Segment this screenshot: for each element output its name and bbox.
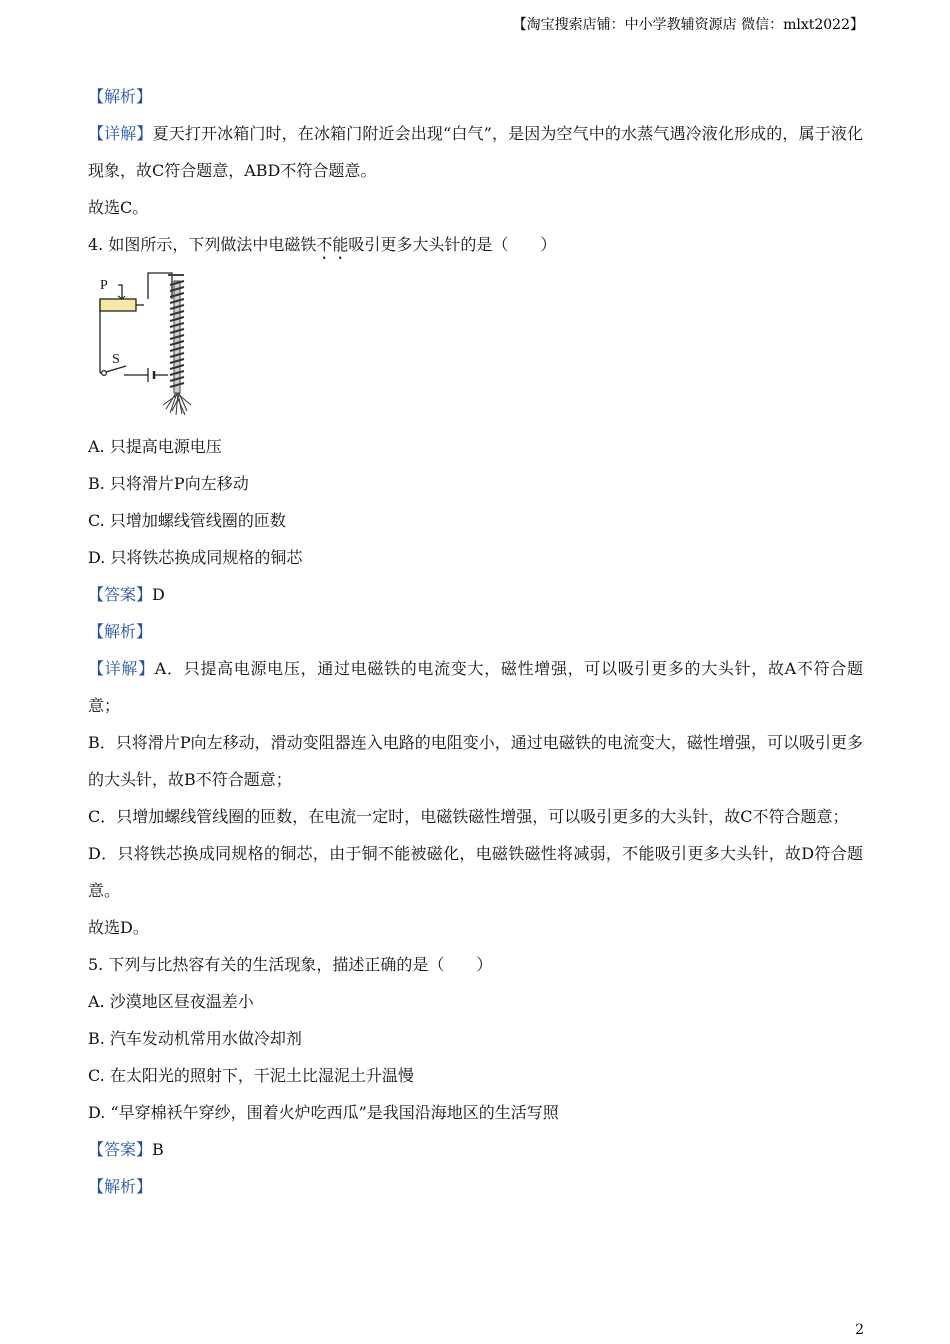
page-number: 2 <box>855 1322 864 1338</box>
answer-tag: 【答案】 <box>88 585 153 604</box>
q5-analysis-heading <box>88 1168 863 1205</box>
answer-tag: 【答案】 <box>88 1140 153 1159</box>
q3-detail-text: 夏天打开冰箱门时，在冰箱门附近会出现“白气”，是因为空气中的水蒸气遇冷液化形成的，属于液化现象，故C符合题意，ABD不符合题意。 <box>88 124 863 180</box>
label-p: P <box>100 278 108 293</box>
q5-option-d: D. “早穿棉袄午穿纱，围着火炉吃西瓜”是我国沿海地区的生活写照 <box>88 1103 559 1122</box>
document-content <box>88 78 863 1205</box>
circuit-diagram <box>88 265 218 420</box>
header-watermark-note: 【淘宝搜索店铺：中小学教辅资源店 微信：mlxt2022】 <box>512 17 864 33</box>
q5-answer <box>88 1131 863 1168</box>
q4-stem <box>88 226 863 263</box>
q4-stem-post: 吸引更多大头针的是（ ） <box>348 235 557 254</box>
pins-cluster <box>163 393 191 415</box>
rheostat <box>100 299 136 311</box>
q4-option-d: D. 只将铁芯换成同规格的铜芯 <box>88 548 303 567</box>
label-s: S <box>112 352 120 367</box>
q3-analysis-heading <box>88 78 863 115</box>
top-wire <box>148 273 172 299</box>
q4-stem-pre: 4. 如图所示，下列做法中电磁铁 <box>88 235 317 254</box>
electromagnet-circuit-figure <box>88 265 218 420</box>
q4-answer-value: D <box>152 585 165 604</box>
q4-analysis-heading <box>88 613 863 650</box>
q4-option-a: A. 只提高电源电压 <box>88 437 222 456</box>
q4-detail-d: D．只将铁芯换成同规格的铜芯，由于铜不能被磁化，电磁铁磁性将减弱，不能吸引更多大头针，故D符合题意。 <box>88 844 863 900</box>
q4-answer <box>88 576 863 613</box>
analysis-tag: 【解析】 <box>88 87 153 106</box>
q4-stem-emphasis: 不能 <box>316 235 349 254</box>
q5-answer-value: B <box>152 1140 164 1159</box>
detail-tag: 【详解】 <box>88 124 153 143</box>
q5-option-b: B. 汽车发动机常用水做冷却剂 <box>88 1029 302 1048</box>
q4-option-b: B. 只将滑片P向左移动 <box>88 474 249 493</box>
analysis-tag: 【解析】 <box>88 1177 153 1196</box>
q4-detail-c: C．只增加螺线管线圈的匝数，在电流一定时，电磁铁磁性增强，可以吸引更多的大头针，故C不符合题意； <box>88 807 849 826</box>
q5-option-c: C. 在太阳光的照射下，干泥土比湿泥土升温慢 <box>88 1066 414 1085</box>
analysis-tag: 【解析】 <box>88 622 153 641</box>
q4-conclusion: 故选D。 <box>88 918 149 937</box>
q3-detail <box>88 115 863 189</box>
q5-option-a: A. 沙漠地区昼夜温差小 <box>88 992 254 1011</box>
q3-conclusion: 故选C。 <box>88 198 149 217</box>
q5-stem: 5. 下列与比热容有关的生活现象，描述正确的是（ ） <box>88 955 493 974</box>
detail-tag: 【详解】 <box>88 659 155 678</box>
q4-detail-a <box>88 650 863 724</box>
switch-pivot <box>102 371 107 376</box>
q4-detail-a-text: A．只提高电源电压，通过电磁铁的电流变大，磁性增强，可以吸引更多的大头针，故A不符合题意； <box>88 659 863 715</box>
q4-option-c: C. 只增加螺线管线圈的匝数 <box>88 511 286 530</box>
q4-detail-b: B．只将滑片P向左移动，滑动变阻器连入电路的电阻变小，通过电磁铁的电流变大，磁性增强，可以吸引更多的大头针，故B不符合题意； <box>88 733 863 789</box>
